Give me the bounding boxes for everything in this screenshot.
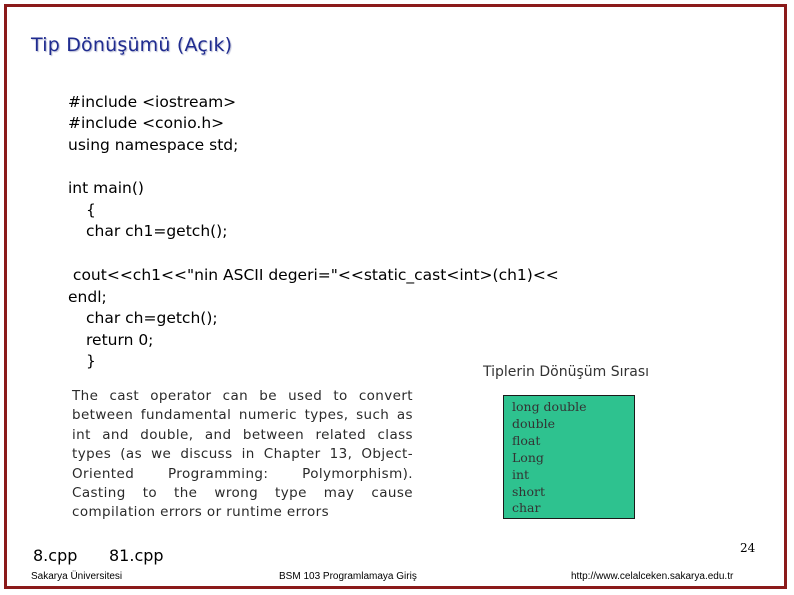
code-line-char-ch1: char ch1=getch(); — [86, 222, 228, 240]
type-order-item: Long — [512, 449, 544, 465]
type-order-title: Tiplerin Dönüşüm Sırası — [483, 364, 650, 380]
type-order-box — [503, 395, 635, 519]
code-line-include-iostream: #include <iostream> — [68, 93, 237, 111]
code-line-open-brace: { — [86, 201, 96, 219]
type-order-item: double — [512, 415, 555, 431]
slide-title: Tip Dönüşümü (Açık) — [31, 34, 233, 56]
footer-url[interactable]: http://www.celalceken.sakarya.edu.tr — [571, 571, 734, 582]
type-order-item: float — [512, 432, 541, 448]
file-link-81cpp[interactable]: 81.cpp — [109, 546, 164, 565]
footer-university: Sakarya Üniversitesi — [31, 571, 123, 582]
code-line-main: int main() — [68, 179, 144, 197]
page-number: 24 — [740, 541, 756, 555]
file-link-8cpp[interactable]: 8.cpp — [33, 546, 78, 565]
type-order-item: long double — [512, 399, 587, 414]
footer-course: BSM 103 Programlamaya Giriş — [279, 571, 417, 582]
code-line-char-ch: char ch=getch(); — [86, 309, 218, 327]
code-line-cout: cout<<ch1<<"nin ASCII degeri="<<static_cast<int>(ch1)<< — [68, 266, 559, 284]
code-line-include-conio: #include <conio.h> — [68, 114, 225, 132]
type-order-item: int — [512, 466, 530, 482]
code-line-endl: endl; — [68, 288, 107, 306]
type-order-item: short — [512, 483, 545, 499]
cast-description: The cast operator can be used to convert between fundamental numeric types, such as int and double, and between related class types (as we discuss in Chapter 13, Object-Oriented Programming: Polymorphism). Casting to the wrong type may cause compilation errors or runtime errors — [72, 388, 413, 521]
type-order-item: char — [512, 500, 541, 516]
code-line-return: return 0; — [86, 331, 154, 349]
code-line-using-namespace: using namespace std; — [68, 136, 239, 154]
code-line-close-brace: } — [86, 352, 96, 370]
